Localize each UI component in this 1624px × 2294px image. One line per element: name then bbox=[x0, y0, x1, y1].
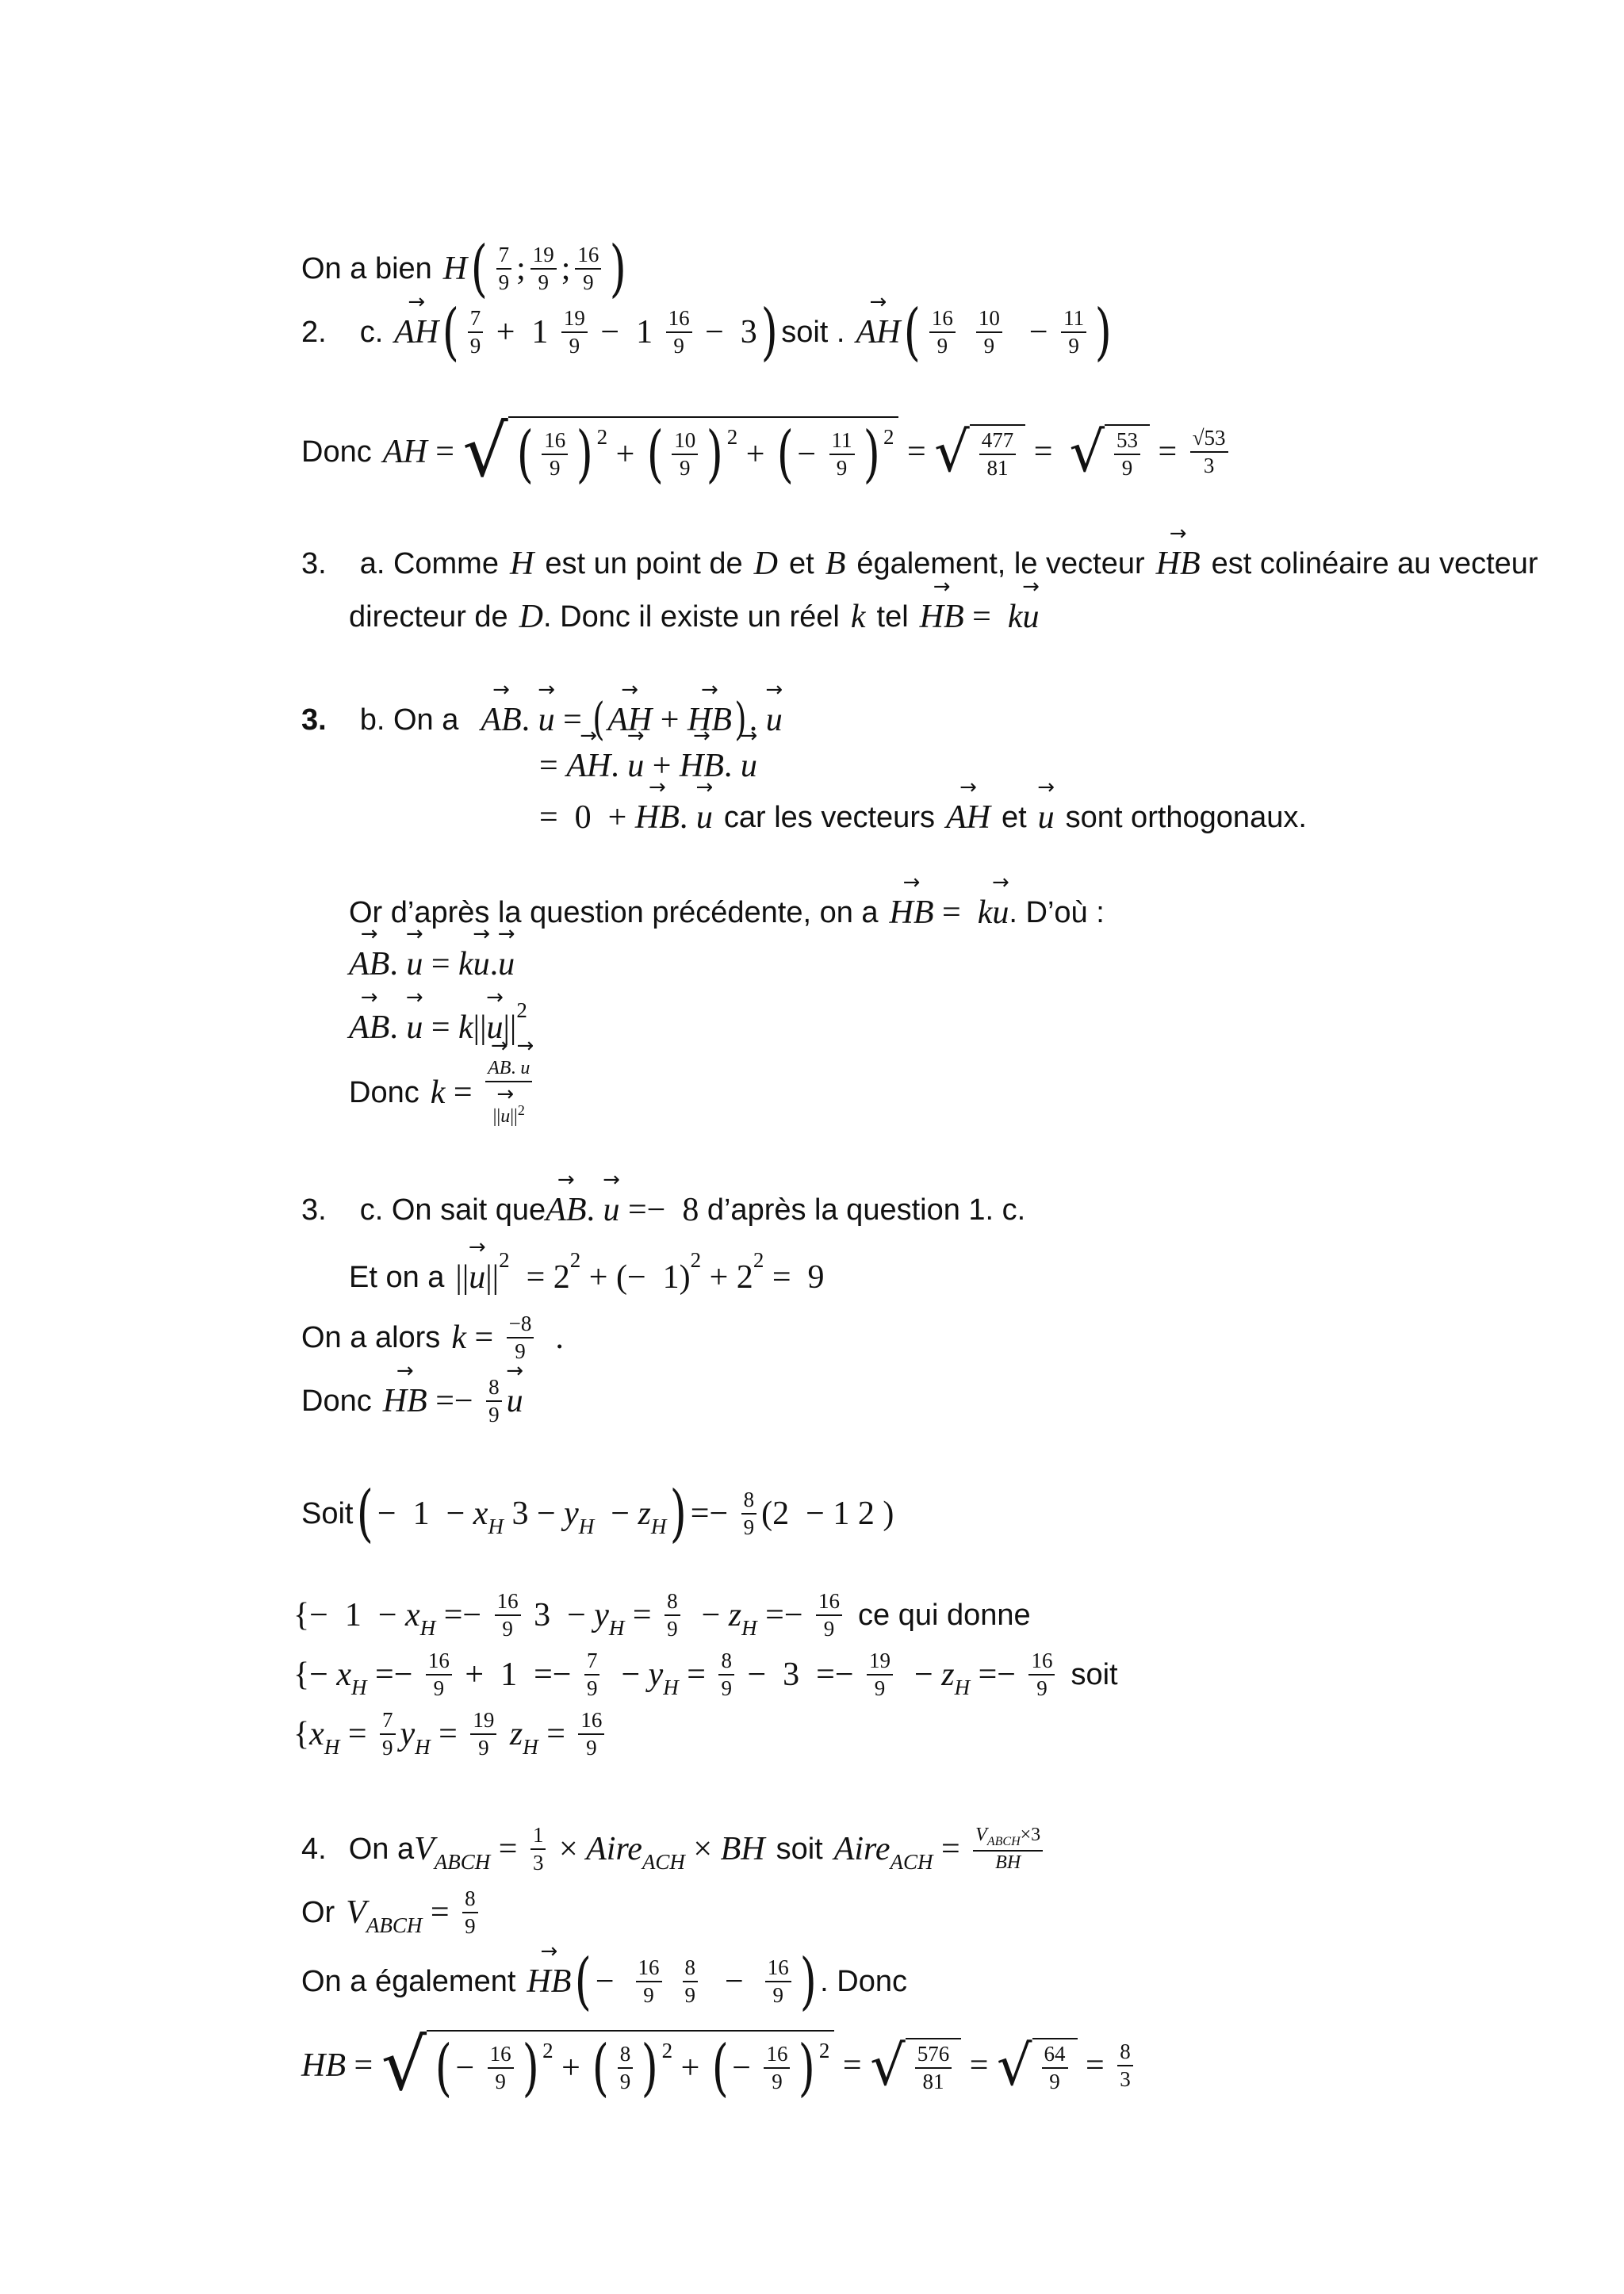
line-hb-coords: On a également → HB ( − $\frac{16}{9}$ $\frac{8}{9}$ − $\frac{16}{9}$ ) . Donc bbox=[301, 1951, 907, 2013]
text: Donc bbox=[301, 435, 372, 469]
text: soit . bbox=[781, 316, 845, 349]
text: et bbox=[1001, 801, 1027, 834]
line-vector-ah: 2. c. → AH ( $\frac{7}{9}$ + 1 $\frac{19}{9}$ − 1 $\frac{16}{9}$ − 3 ) soit . → AH ( $\frac{16}{9}$ $\frac{10}{9}$ − $\frac{11}{9}$ ) bbox=[301, 301, 1116, 363]
item-number: 3. bbox=[301, 1193, 327, 1227]
line-or-volume: Or V ABCH = $\frac{8}{9}$ bbox=[301, 1887, 483, 1938]
text: a. Comme bbox=[359, 547, 499, 580]
text: soit bbox=[1071, 1658, 1118, 1692]
line-3b: 3. b. On a → AB . → u = ( → AH + → HB ) . → u bbox=[301, 698, 783, 742]
line-soit: Soit ( − 1 − x H 3 − y H − z H ) =− $\frac{8}{9}$ (2 − 1 2 ) bbox=[301, 1478, 894, 1549]
line-3b-step2: = → AH . → u + → HB . → u bbox=[539, 749, 757, 783]
text: b. On a bbox=[359, 703, 459, 737]
text: Soit bbox=[301, 1497, 354, 1530]
text: et bbox=[788, 547, 814, 580]
line-or: Or d’après la question précédente, on a → HB = k → u . D’où : bbox=[349, 896, 1105, 929]
text: . D’où : bbox=[1009, 896, 1105, 929]
text: ce qui donne bbox=[858, 1599, 1031, 1633]
text: On a bien bbox=[301, 252, 432, 285]
text: Et on a bbox=[349, 1261, 445, 1294]
line-ab-u-2: → AB . → u = k || → u || 2 bbox=[349, 1011, 527, 1044]
text: . Donc bbox=[820, 1965, 907, 1998]
text: soit bbox=[776, 1833, 823, 1867]
text: tel bbox=[876, 600, 909, 634]
item-number: 4. bbox=[301, 1833, 327, 1867]
text: également, le vecteur bbox=[856, 547, 1145, 580]
line-norm-u: Et on a || → u || 2 = 2 2 + (− 1) 2 + 2 2 = 9 bbox=[349, 1261, 825, 1294]
line-system-2: {− x H =− $\frac{16}{9}$ + 1 =− $\frac{7}{9}$ − y H = $\frac{8}{9}$ − 3 =− $\frac{19}{9}$ − z H =− $\frac{16}{9}$ soit bbox=[293, 1649, 1118, 1701]
text: On a également bbox=[301, 1965, 516, 1998]
line-3a-cont: directeur de D . Donc il existe un réel k tel → HB = k → u bbox=[349, 600, 1040, 634]
text: Donc bbox=[301, 1384, 372, 1419]
text: Or d’après la question précédente, on a bbox=[349, 896, 879, 929]
text: directeur de bbox=[349, 600, 508, 634]
line-3a: 3. a. Comme H est un point de D et B également, le vecteur → HB est colinéaire au vecteur bbox=[301, 547, 1538, 580]
text: car les vecteurs bbox=[723, 801, 935, 834]
item-number: 3. bbox=[301, 547, 327, 580]
text: Or bbox=[301, 1896, 335, 1930]
line-h-coordinates: On a bien H ( $\frac{7}{9}$ ; $\frac{19}{9}$ ; $\frac{16}{9}$ ) bbox=[301, 233, 627, 304]
line-volume: 4. On a V ABCH = $\frac{1}{3}$ × Aire ACH × BH soit Aire ACH = $\frac{V_{ABCH}\times 3}{BH}$ bbox=[301, 1824, 1048, 1875]
line-system-3: { x H = $\frac{7}{9}$ y H = $\frac{19}{9}$ z H = $\frac{16}{9}$ bbox=[293, 1709, 609, 1760]
text: sont orthogonaux. bbox=[1065, 801, 1307, 834]
line-3b-step3: = 0 + → HB . → u car les vecteurs → AH et → u sont orthogonaux. bbox=[539, 801, 1307, 834]
text: Donc bbox=[349, 1076, 419, 1110]
text: On a alors bbox=[301, 1321, 441, 1355]
text: . Donc il existe un réel bbox=[543, 600, 840, 634]
line-hb-vector: Donc → HB =− $\frac{8}{9}$ → u bbox=[301, 1376, 523, 1427]
line-ab-u-1: → AB . → u = k → u . → u bbox=[349, 948, 515, 981]
line-system-1: {− 1 − x H =− $\frac{16}{9}$ 3 − y H = $\frac{8}{9}$ − z H =− $\frac{16}{9}$ ce qui donne bbox=[293, 1589, 1031, 1641]
line-k-formula: Donc k = → $\frac{AB. \to u}{||\to u||^2}$ bbox=[349, 1059, 537, 1128]
text: est colinéaire au vecteur bbox=[1211, 547, 1538, 580]
line-3c: 3. c. On sait que → AB . → u =− 8 d’après la question 1. c. bbox=[301, 1193, 1025, 1227]
item-number: 3. bbox=[301, 703, 327, 737]
text: c. bbox=[359, 316, 384, 349]
line-k-value: On a alors k = $\frac{-8}{9}$ . bbox=[301, 1312, 564, 1364]
item-number: 2. bbox=[301, 316, 327, 349]
text: On a bbox=[348, 1833, 415, 1867]
text: est un point de bbox=[545, 547, 743, 580]
text: c. On sait que bbox=[359, 1193, 546, 1227]
line-ah-norm: Donc AH = √ ( $\frac{16}{9}$ ) 2 + ( $\frac{10}{9}$ ) 2 + ( − $\frac{11}{9}$ ) 2 = √ $\frac{477}{81}$ = √ $\frac{53}{9}$ = $\frac{√53}{3}$ bbox=[301, 416, 1233, 488]
text: d’après la question 1. c. bbox=[707, 1193, 1026, 1227]
line-hb-norm: HB = √ ( − $\frac{16}{9}$ ) 2 + ( $\frac{8}{9}$ ) 2 + ( − $\frac{16}{9}$ ) 2 = √ $\frac{576}{81}$ = √ $\frac{64}{9}$ = $\frac{8}{3}$ bbox=[301, 2030, 1138, 2101]
